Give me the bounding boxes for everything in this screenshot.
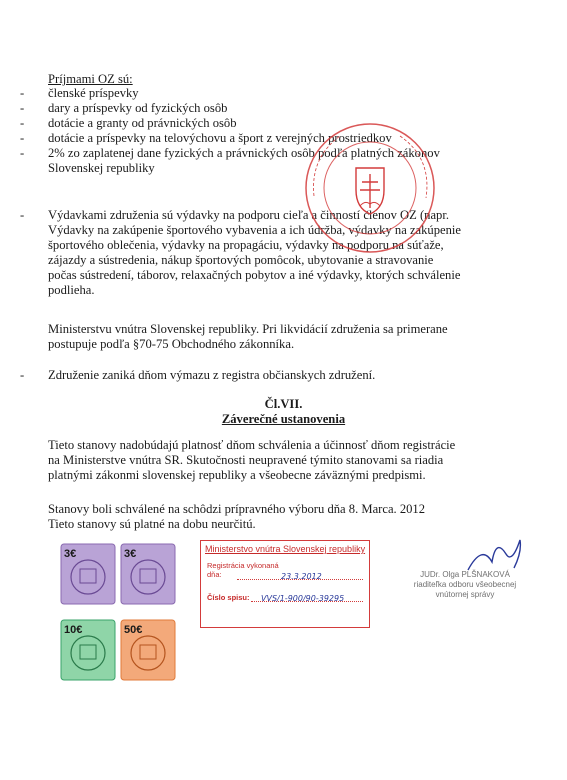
stamp-value: 3€: [64, 548, 77, 560]
registration-label: Registrácia vykonaná: [207, 561, 279, 570]
article-title: Záverečné ustanovenia: [221, 412, 346, 426]
stamp-value: 3€: [124, 548, 137, 560]
expenses-line: Výdavky na zakúpenie športového vybavenia a ich údržba, výdavky na zakúpenie: [48, 223, 461, 237]
list-dash: -: [20, 368, 25, 382]
list-dash: -: [20, 101, 25, 115]
expenses-line: podlieha.: [48, 283, 95, 297]
file-number-label: Číslo spisu:: [207, 593, 250, 602]
list-item: dary a príspevky od fyzických osôb: [48, 101, 228, 115]
validity-line: na Ministerstve vnútra SR. Skutočnosti neupravené týmito stanovami sa riadia: [48, 453, 444, 467]
official-name: JUDr. Olga PLŠNAKOVÁ: [420, 570, 510, 579]
article-number: Čl.VII.: [264, 397, 303, 411]
expenses-line: počas sústredení, táborov, relaxačných pobytov a iné výdavky, ktorých schválenie: [48, 268, 461, 282]
validity-line: Tieto stanovy nadobúdajú platnosť dňom schválenia a účinnosť dňom registrácie: [48, 438, 456, 452]
list-dash: -: [20, 208, 25, 222]
expenses-line: športového oblečenia, výdavky na propagáciu, výdavky na podporu na súťaže,: [48, 238, 444, 252]
official-role: vnútornej správy: [435, 590, 495, 599]
liquidation-line: Ministerstvu vnútra Slovenskej republiky. Pri likvidácií združenia sa primerane: [48, 322, 448, 336]
list-dash: -: [20, 116, 25, 130]
list-item: členské príspevky: [48, 86, 139, 100]
duty-stamps: [60, 543, 190, 688]
list-item: dotácie a príspevky na telovýchovu a šport z verejných prostriedkov: [48, 131, 392, 145]
list-dash: -: [20, 146, 25, 160]
registration-stamp: [200, 540, 370, 628]
list-item: 2% zo zaplatenej dane fyzických a právnických osôb podľa platných zákonov: [48, 146, 440, 160]
expenses-line: Výdavkami združenia sú výdavky na podporu cieľa a činností členov OZ (napr.: [48, 208, 449, 222]
file-number: VVS/1-900/90-39295: [261, 594, 345, 603]
termination-text: Združenie zaniká dňom výmazu z registra občianskych združení.: [48, 368, 376, 382]
registration-stamp-title: Ministerstvo vnútra Slovenskej republiky: [205, 544, 366, 554]
validity-line: platnými zákonmi slovenskej republiky a všeobecne záväznými predpismi.: [48, 468, 426, 482]
stamp-value: 50€: [124, 624, 143, 636]
list-item: dotácie a granty od právnických osôb: [48, 116, 237, 130]
list-item-continuation: Slovenskej republiky: [48, 161, 155, 175]
article-title-wrap: [0, 412, 567, 427]
official-block: [405, 570, 525, 600]
approval-line: Stanovy boli schválené na schôdzi prípravného výboru dňa 8. Marca. 2012: [48, 502, 426, 516]
liquidation-line: postupuje podľa §70-75 Obchodného zákonníka.: [48, 337, 295, 351]
income-heading: Príjmami OZ sú:: [48, 72, 133, 86]
list-dash: -: [20, 86, 25, 100]
round-seal-icon: [300, 118, 440, 258]
expenses-line: zájazdy a sústredenia, nákup športových pomôcok, ubytovanie a stravovanie: [48, 253, 434, 267]
list-dash: -: [20, 131, 25, 145]
stamp-value: 10€: [64, 624, 83, 636]
registration-date-label: dňa:: [207, 570, 222, 579]
official-role: riaditeľka odboru všeobecnej: [413, 580, 517, 589]
registration-date: 23.3.2012: [281, 572, 322, 581]
approval-line: Tieto stanovy sú platné na dobu neurčitú.: [48, 517, 256, 531]
